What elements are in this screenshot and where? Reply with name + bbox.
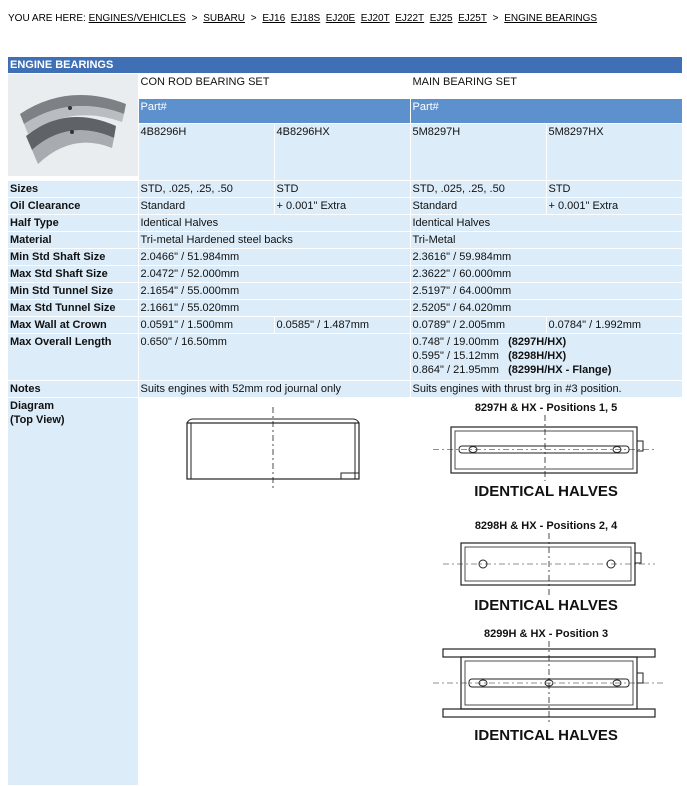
breadcrumb-model-link[interactable]: EJ20T [360, 13, 390, 24]
overall-length-line [413, 363, 680, 377]
bearing-photo [8, 74, 138, 176]
row-label: Max Std Tunnel Size [8, 300, 138, 317]
table-row [8, 198, 682, 215]
cell-value: 2.3622" / 60.000mm [410, 266, 682, 283]
diagram-title: 8298H & HX - Positions 2, 4 [474, 520, 618, 532]
engine-bearings-table [8, 57, 683, 786]
cell-tag: (8299H/HX - Flange) [508, 364, 612, 376]
cell-value: 2.3616" / 59.984mm [410, 249, 682, 266]
breadcrumb-model-link[interactable]: EJ18S [290, 13, 321, 24]
row-label: Half Type [8, 215, 138, 232]
cell-value: 0.864" / 21.95mm [412, 364, 499, 376]
breadcrumb-prefix: YOU ARE HERE: [8, 13, 86, 24]
row-sublabel: (Top View) [10, 414, 65, 426]
breadcrumb-model-link[interactable]: EJ22T [395, 13, 425, 24]
cell-value: STD [546, 181, 682, 198]
diagram-caption: IDENTICAL HALVES [474, 727, 618, 744]
cell-value: 0.0585" / 1.487mm [274, 317, 410, 334]
breadcrumb-separator: > [191, 13, 198, 24]
overall-length-line [413, 349, 680, 363]
con-rod-heading: CON ROD BEARING SET [138, 74, 410, 99]
cell-value: 2.1661" / 55.020mm [138, 300, 410, 317]
cell-value: Identical Halves [138, 215, 410, 232]
cell-value: 2.5205" / 64.020mm [410, 300, 682, 317]
main-diagram-1 [413, 415, 683, 481]
part-number: 5M8297H [410, 124, 546, 181]
breadcrumb-separator: > [492, 13, 499, 24]
part-number: 4B8296HX [274, 124, 410, 181]
breadcrumb-model-link[interactable]: EJ25 [429, 13, 453, 24]
row-label: Sizes [8, 181, 138, 198]
table-title: ENGINE BEARINGS [8, 57, 682, 74]
cell-value: 0.650" / 16.50mm [138, 334, 410, 381]
cell-value: 2.5197" / 64.000mm [410, 283, 682, 300]
table-row [8, 381, 682, 398]
table-row [8, 334, 682, 381]
cell-value: Standard [138, 198, 274, 215]
table-row [8, 283, 682, 300]
diagram-title: 8299H & HX - Position 3 [483, 628, 609, 640]
overall-length-line [413, 335, 680, 349]
row-label: Notes [8, 381, 138, 398]
breadcrumb-model-link[interactable]: EJ25T [458, 13, 487, 24]
cell-value: STD [274, 181, 410, 198]
cell-value: STD, .025, .25, .50 [138, 181, 274, 198]
row-label: Max Wall at Crown [8, 317, 138, 334]
table-row [8, 232, 682, 249]
cell-value: 0.748" / 19.00mm [412, 336, 499, 348]
table-row [8, 266, 682, 283]
row-label: Material [8, 232, 138, 249]
table-row [8, 181, 682, 198]
breadcrumb-make-link[interactable]: SUBARU [203, 13, 245, 24]
cell-tag: (8297H/HX) [508, 336, 567, 348]
table-row [8, 300, 682, 317]
main-diagram-3 [413, 641, 683, 725]
breadcrumb [8, 13, 597, 24]
cell-value: 2.0466" / 51.984mm [138, 249, 410, 266]
diagram-caption: IDENTICAL HALVES [474, 483, 618, 500]
breadcrumb-model-link[interactable]: EJ20E [325, 13, 356, 24]
row-label: Max Std Shaft Size [8, 266, 138, 283]
cell-value: Tri-metal Hardened steel backs [138, 232, 410, 249]
row-label: Min Std Shaft Size [8, 249, 138, 266]
table-row [8, 317, 682, 334]
cell-value: STD, .025, .25, .50 [410, 181, 546, 198]
bearing-photo-cell [8, 74, 138, 181]
table-row [8, 215, 682, 232]
table-row [8, 249, 682, 266]
main-diagram-2 [413, 533, 683, 595]
diagram-caption: IDENTICAL HALVES [474, 597, 618, 614]
cell-value: 0.0591" / 1.500mm [138, 317, 274, 334]
row-label: Diagram [10, 400, 55, 412]
cell-value: 2.0472" / 52.000mm [138, 266, 410, 283]
cell-value: Tri-Metal [410, 232, 682, 249]
con-rod-diagram-cell [138, 398, 410, 786]
row-label: Oil Clearance [8, 198, 138, 215]
diagram-title: 8297H & HX - Positions 1, 5 [474, 402, 618, 414]
cell-value: Identical Halves [410, 215, 682, 232]
cell-value: 0.0789" / 2.005mm [410, 317, 546, 334]
cell-value: 2.1654" / 55.000mm [138, 283, 410, 300]
breadcrumb-separator: > [250, 13, 257, 24]
cell-value: 0.595" / 15.12mm [412, 350, 499, 362]
cell-value: Suits engines with thrust brg in #3 position. [410, 381, 682, 398]
part-number: 5M8297HX [546, 124, 682, 181]
main-diagrams-cell [410, 398, 682, 786]
overall-length-main [410, 334, 682, 381]
cell-tag: (8298H/HX) [508, 350, 567, 362]
main-bearing-heading: MAIN BEARING SET [410, 74, 682, 99]
row-label: Max Overall Length [8, 334, 138, 381]
con-rod-diagram [141, 399, 411, 489]
cell-value: + 0.001" Extra [274, 198, 410, 215]
breadcrumb-current-link[interactable]: ENGINE BEARINGS [504, 13, 598, 24]
main-part-label: Part# [410, 99, 682, 124]
con-rod-part-label: Part# [138, 99, 410, 124]
cell-value: Standard [410, 198, 546, 215]
breadcrumb-engines-link[interactable]: ENGINES/VEHICLES [88, 13, 186, 24]
table-row [8, 398, 682, 786]
cell-value: Suits engines with 52mm rod journal only [138, 381, 410, 398]
cell-value: 0.0784" / 1.992mm [546, 317, 682, 334]
breadcrumb-model-link[interactable]: EJ16 [262, 13, 286, 24]
part-number: 4B8296H [138, 124, 274, 181]
cell-value: + 0.001" Extra [546, 198, 682, 215]
diagram-label-cell [8, 398, 138, 786]
row-label: Min Std Tunnel Size [8, 283, 138, 300]
